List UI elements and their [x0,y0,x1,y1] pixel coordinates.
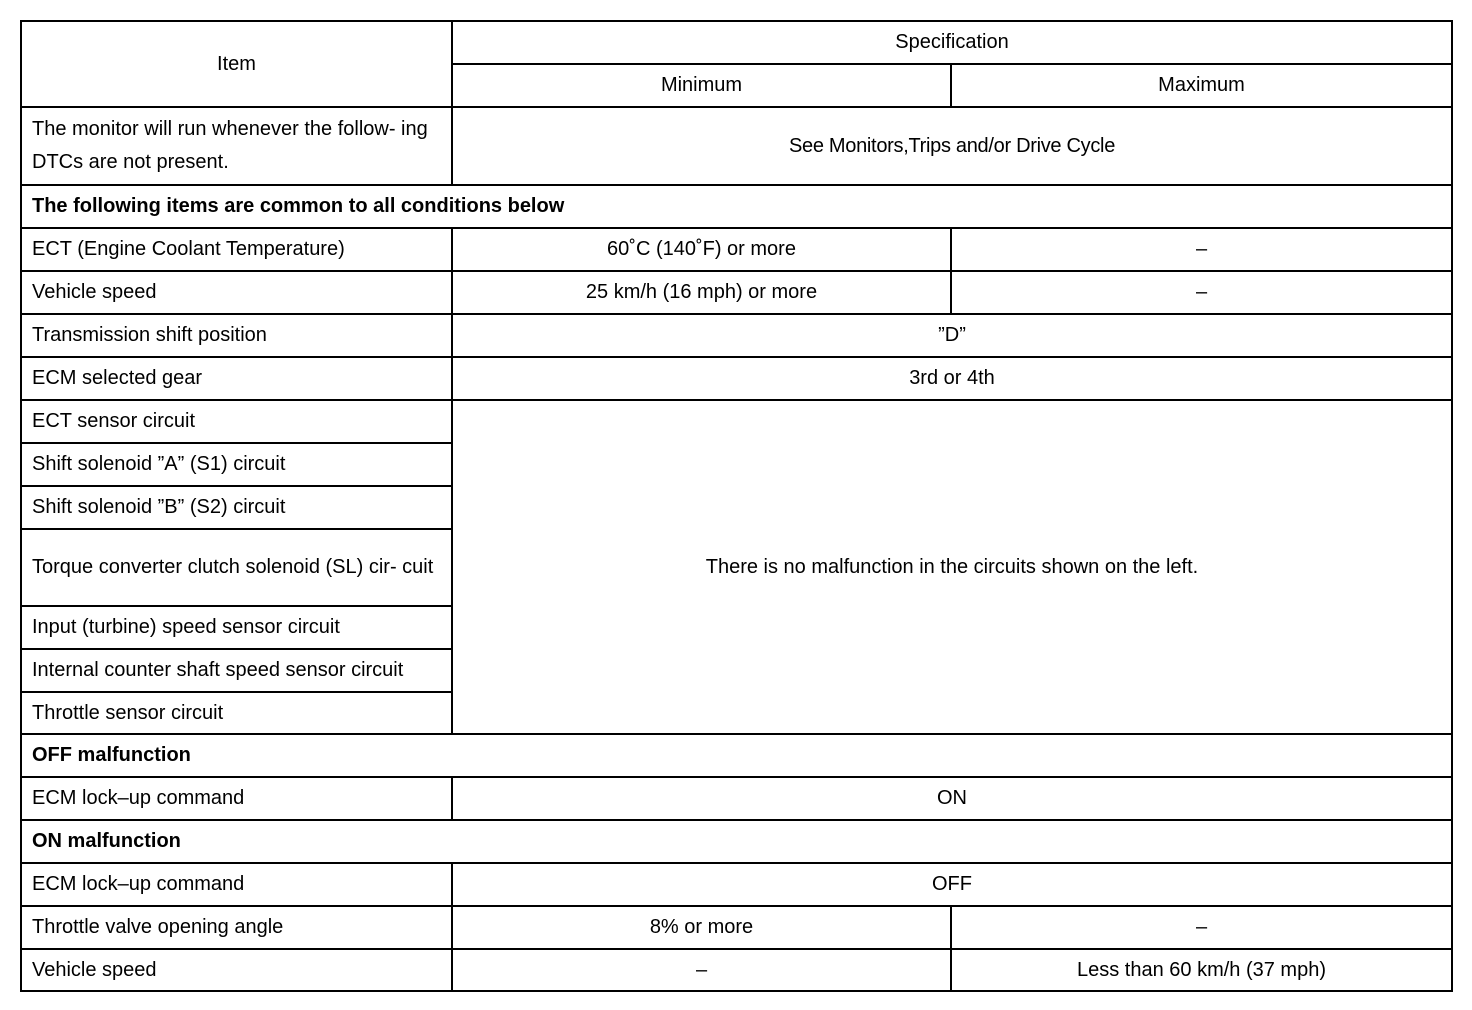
on-lockup-item-cell: ECM lock–up command [21,863,452,906]
table-header-row [21,21,1452,64]
ect-item-cell: ECT (Engine Coolant Temperature) [21,228,452,271]
table-row [21,400,1452,443]
throttle-min-cell: 8% or more [452,906,951,949]
gear-spec-cell: 3rd or 4th [452,357,1452,400]
shift-spec-cell: ”D” [452,314,1452,357]
table-row [21,863,1452,906]
section-heading-row [21,185,1452,228]
header-minimum: Minimum [452,64,951,107]
ect-max-cell: – [951,228,1452,271]
monitor-spec-cell: See Monitors,Trips and/or Drive Cycle [452,107,1452,185]
gear-item-cell: ECM selected gear [21,357,452,400]
speed2-max-cell: Less than 60 km/h (37 mph) [951,949,1452,991]
common-conditions-heading: The following items are common to all conditions below [21,185,1452,228]
speed-item-cell: Vehicle speed [21,271,452,314]
table-row [21,357,1452,400]
on-malfunction-heading: ON malfunction [21,820,1452,863]
speed-min-cell: 25 km/h (16 mph) or more [452,271,951,314]
monitor-item-cell: The monitor will run whenever the follow- ing DTCs are not present. [21,107,452,185]
speed2-min-cell: – [452,949,951,991]
off-lockup-item-cell: ECM lock–up command [21,777,452,820]
circuit-item-cell: Shift solenoid ”A” (S1) circuit [21,443,452,486]
on-lockup-spec-cell: OFF [452,863,1452,906]
circuit-item-cell: Throttle sensor circuit [21,692,452,734]
table-row [21,271,1452,314]
header-item: Item [21,21,452,107]
header-maximum: Maximum [951,64,1452,107]
section-heading-row [21,734,1452,777]
speed-max-cell: – [951,271,1452,314]
table-row [21,107,1452,185]
ect-min-cell: 60˚C (140˚F) or more [452,228,951,271]
table-row [21,949,1452,991]
off-malfunction-heading: OFF malfunction [21,734,1452,777]
circuit-item-cell: Internal counter shaft speed sensor circuit [21,649,452,692]
throttle-item-cell: Throttle valve opening angle [21,906,452,949]
circuit-spec-cell: There is no malfunction in the circuits shown on the left. [452,400,1452,734]
header-specification: Specification [452,21,1452,64]
table-row [21,906,1452,949]
specification-table [20,20,1453,992]
section-heading-row [21,820,1452,863]
circuit-item-cell: Shift solenoid ”B” (S2) circuit [21,486,452,529]
throttle-max-cell: – [951,906,1452,949]
circuit-item-cell: Input (turbine) speed sensor circuit [21,606,452,649]
circuit-item-cell: Torque converter clutch solenoid (SL) cir- cuit [21,529,452,606]
table-row [21,314,1452,357]
circuit-item-cell: ECT sensor circuit [21,400,452,443]
shift-item-cell: Transmission shift position [21,314,452,357]
speed2-item-cell: Vehicle speed [21,949,452,991]
off-lockup-spec-cell: ON [452,777,1452,820]
table-row [21,777,1452,820]
table-row [21,228,1452,271]
